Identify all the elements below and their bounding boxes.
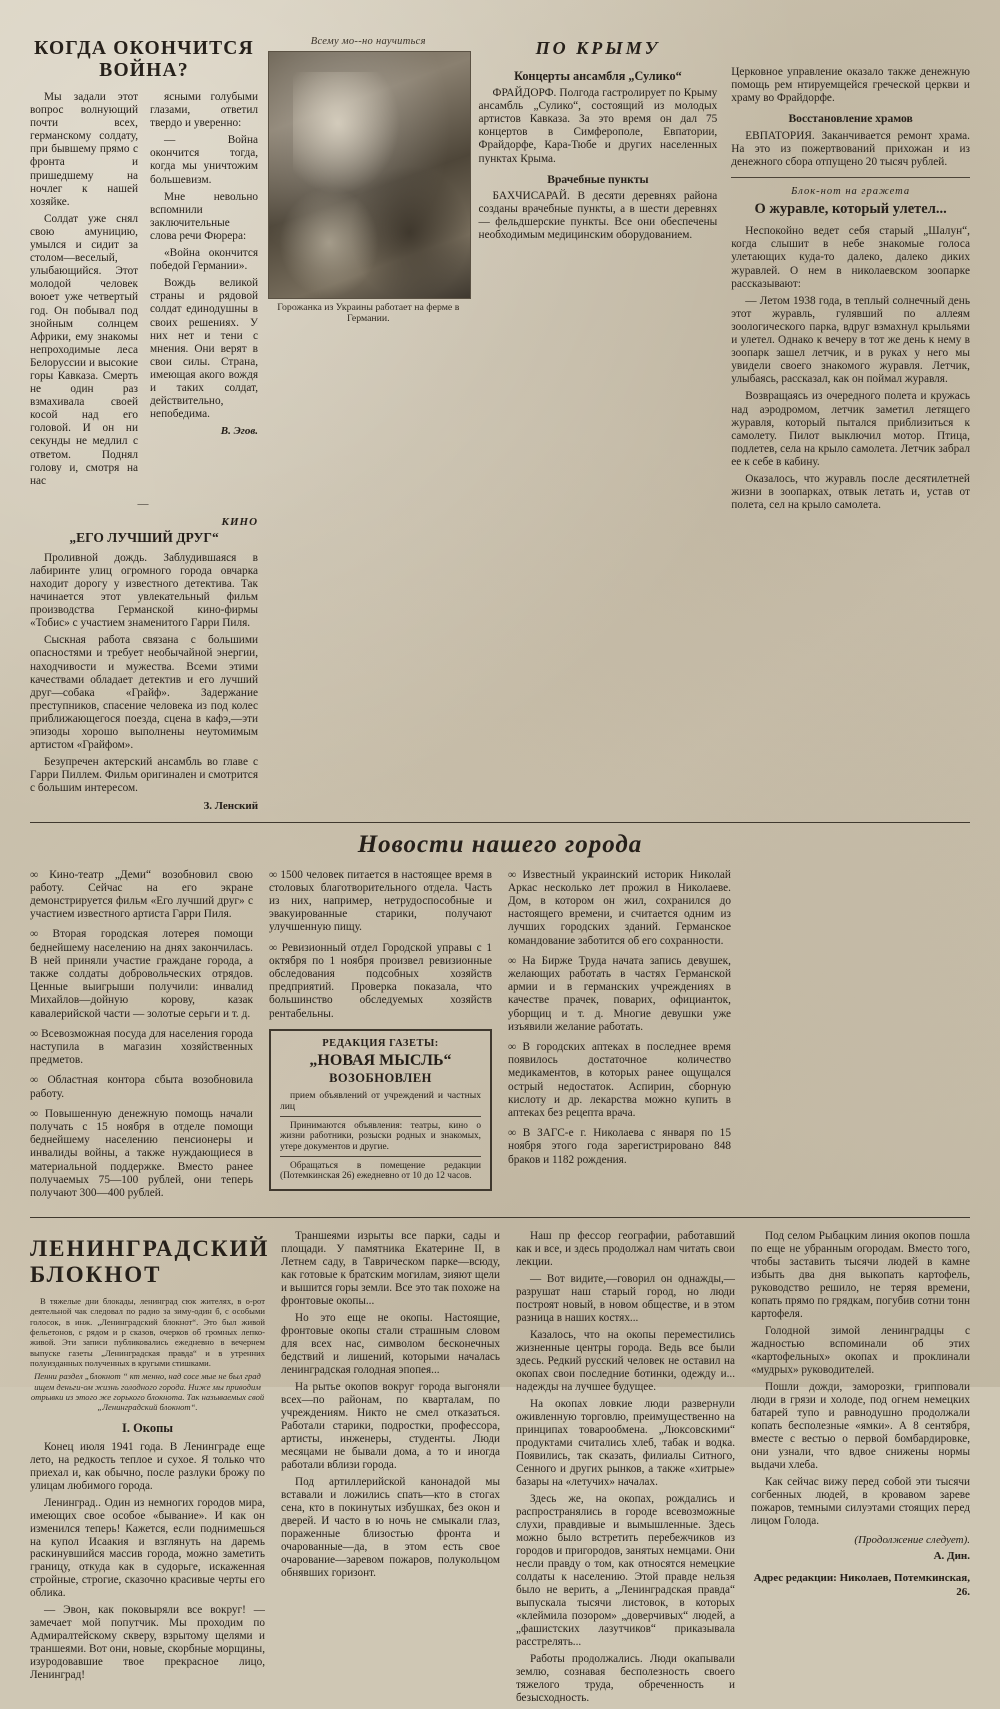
leningrad-col-2	[281, 1230, 500, 1708]
column-right	[479, 36, 970, 812]
war-p4: — Война окончится тогда, когда мы уничтожим большевизм.	[150, 134, 259, 186]
column-left	[30, 36, 258, 812]
len-p: Как сейчас вижу перед собой эти тысячи согбенных людей, в кровавом зареве пожаров, темными силуэтами стоящих перед лицом Голода.	[751, 1475, 970, 1527]
news-item: ∞ Повышенную денежную помощь начали получать с 15 ноября в отделе помощи беднейшему населению пенсионеры и инвалиды войны, а также нуждающиеся в материальной поддержке. Вместо ранее получаемых 75—100 рублей, они теперь получают 300—400 рублей.	[30, 1108, 253, 1200]
city-news-columns	[30, 869, 970, 1208]
epigraph-note: Пенни раздел „блокнот “ кт менно, над сосе мые не был град ищем деньги-ом жизнь голодного города. Ниже мы приводим отрывки из этого же горького блокнота. Так называемых свой „Ленинградский блокнот“.	[30, 1371, 265, 1413]
leningrad-title: ЛЕНИНГРАДСКИЙ БЛОКНОТ	[30, 1236, 270, 1288]
war-signature: В. Эгов.	[220, 425, 259, 438]
crane-p1: Неспокойно ведет себя старый „Шалун“, когда слышит в небе знакомые голоса улетающих куда-то далеко, далеко диких журавлей. О нем в николаевском зоопарке рассказывают:	[731, 225, 970, 290]
crane-p3: Возвращаясь из очередного полета и кружась над аэродромом, летчик заметил летящего журавля, который пытался приблизиться к самолету. Пилот выключил мотор. Птица, подлетев, села на крыло самолета. Летчик забрал ее к себе в кабину.	[731, 390, 970, 468]
photo-top-caption: Всему мо--но научиться	[310, 36, 426, 47]
ad-paper-name: „НОВАЯ МЫСЛЬ“	[309, 1051, 452, 1069]
len-p: Под селом Рыбацким линия окопов пошла по еще не убранным огородам. Вместо того, чтобы заставить тысячи людей в камне избыть два дня выкопать картофель, руководство решило, не теряя времени, копать прямо по грядкам, погубив сотни тонн картофеля.	[751, 1230, 970, 1321]
war-p3: ясными голубыми глазами, ответил твердо и уверенно:	[150, 91, 259, 130]
war-p2: Солдат уже снял свою амуницию, умылся и сидит за столом—веселый, улыбающийся. Этот молодой человек воюет уже четвертый год. Он побывал под знойным солнцем Африки, ему знакомы непроходимые леса Белоруссии и высокие горы Кавказа. Смерть не один раз взмахивала своей косой над его головой. И он ни секунды не медлил с ответом. Поднял голову и, смотря на нас	[30, 212, 139, 487]
editorial-address: Адрес редакции: Николаев, Потемкинская, 26.	[753, 1571, 970, 1598]
leningrad-chapter: I. Окопы	[121, 1420, 174, 1435]
crimea-p2: БАХЧИСАРАЙ. В десяти деревнях района созданы врачебные пункты, а в шести деревнях — фельдшерские пункты. Все они обеспечены необходимым медицинским оборудованием.	[478, 189, 718, 242]
war-p6: «Война окончится победой Германии».	[150, 247, 259, 273]
news-item: ∞ Кино-театр „Деми“ возобновил свою работу. Сейчас на его экране демонстрируется фильм «Его лучший друг» с участием известного артиста Гарри Пиля.	[30, 869, 253, 922]
len-p: — Вот видите,—говорил он однажды,—разрушат наш старый город, но люди построят новый, в новом обществе, и в этом разница в наших костях...	[516, 1273, 735, 1325]
news-item: ∞ В ЗАГС-е г. Николаева с января по 15 ноября этого года зарегистрировано 848 браков и 1182 рождения.	[508, 1127, 731, 1167]
len-p: На рытье окопов вокруг города выгоняли всех—по районам, по кварталам, по учреждениям. Никто не смел отказаться. Работали старики, подростки, профессора, артисты, инженеры, студенты. Люди месяцами не бывали дома, а то и иногда работали вблизи города.	[281, 1381, 500, 1471]
news-col-3	[508, 869, 731, 1208]
len-p: Конец июля 1941 года. В Ленинграде еще лето, на редкость теплое и сухое. Я только что приехал и, как обычно, после разлуки брожу по улицам любимого города.	[30, 1440, 265, 1492]
crimea-sub-1: Концерты ансамбля „Сулико“	[514, 69, 682, 83]
column-photo	[258, 36, 479, 812]
crane-title: О журавле, который улетел...	[754, 200, 947, 217]
kino-label: КИНО	[221, 515, 259, 528]
len-p: Но это еще не окопы. Настоящие, фронтовые окопы стали страшным словом для всех нас, символом бесконечных бедствий и лишений, которыми началась ленинградская голодная эпопея...	[281, 1312, 500, 1377]
ad-divider-2	[280, 1156, 481, 1157]
kino-signature: З. Ленский	[203, 799, 259, 812]
war-col-2	[150, 91, 258, 492]
continuation-note: (Продолжение следует).	[854, 1533, 970, 1546]
crimea-title: ПО КРЫМУ	[535, 38, 661, 58]
war-article-title: КОГДА ОКОНЧИТСЯ ВОЙНА?	[34, 38, 254, 81]
kino-p1: Проливной дождь. Заблудившаяся в лабиринте улиц огромного города овчарка находит дорогу у известного детектива. Так начинается этот увлекательный фильм производства Германской кино-фирмы «Тобис» с участием знаменитого Гарри Пиля.	[30, 551, 259, 630]
len-p: — Эвон, как поковыряли все вокруг! — замечает мой попутчик. Мы проходим по Адмиралтейскому скверу, взрытому щелями и траншеями. Вот они, новые, скорбные морщины, изуродовавшие твое прекрасное лицо, Ленинград!	[30, 1604, 265, 1682]
top-section	[30, 36, 970, 812]
crane-p2: — Летом 1938 года, в теплый солнечный день этот журавль, гулявший по аллеям зоологического парка, вдруг взмахнул крыльями и улетел. Однако к вечеру в тот же день к нему в зоопарк зашел летчик, и в руках у него мы увидели своего знакомого журавля. Летчик, улыбаясь, рассказал, как он поймал журавля.	[731, 294, 970, 386]
ad-line-1: РЕДАКЦИЯ ГАЗЕТЫ:	[322, 1037, 439, 1049]
news-col-2	[269, 869, 492, 1208]
ad-line-6: Обращаться в помещение редакции (Потемкинская 26) ежедневно от 10 до 12 часов.	[280, 1161, 481, 1182]
ad-divider	[280, 1116, 481, 1117]
war-col-1	[30, 91, 138, 492]
crimea-col-2	[731, 36, 970, 812]
leningrad-author: А. Дин.	[933, 1549, 970, 1562]
ad-line-3: ВОЗОБНОВЛЕН	[329, 1070, 432, 1085]
crimea-p1: ФРАЙДОРФ. Полгода гастролирует по Крыму ансамбль „Сулико“, состоящий из молодых артистов Кавказа. За это время он дал 75 концертов в Симферополе, Евпатории, Фрайдорфе, Кара-Тюбе и других населенных пунктах Крыма.	[478, 87, 718, 165]
crane-p4: Оказалось, что журавль после десятилетней жизни в зоопарках, отвык летать и, устав от полета, сел на крыло самолета.	[731, 472, 970, 512]
len-p: Работы продолжались. Люди окапывали землю, сознавая бесполезность своего тяжелого труда, обреченность и безысходность.	[516, 1652, 735, 1704]
news-col-1	[30, 869, 253, 1208]
war-p1: Мы задали этот вопрос волнующий почти всех, германскому солдату, при бывшему прямо с фронта и пришедшему на ночлег к нашей хозяйке.	[30, 91, 139, 208]
news-col-4	[747, 869, 970, 1208]
section-divider-dashes: —	[137, 497, 151, 510]
len-p: Под артиллерийской канонадой мы вставали и ложились спать—кто в стогах сена, кто в покинутых избушках, без окон и дверей. И часто в ю ночь не смыкали глаз, пораженные близостью фронта и очарованные—да, в этом есть свое очарование—заревом пожаров, полукольцом обнявших горизонт.	[281, 1475, 500, 1579]
kino-p3: Безупречен актерский ансамбль во главе с Гарри Пиллем. Фильм оригинален и смотрится с большим интересом.	[30, 756, 259, 795]
news-item: ∞ Вторая городская лотерея помощи беднейшему населению на днях закончилась. В ней приняли участие граждане города, а также солдаты добровольческих отрядов. Ценные выигрыши получили: инвалид Михайлов—дойную корову, казак кавалерийской части — золотые серьги и т. д.	[30, 928, 253, 1020]
photo-farm-worker	[268, 51, 471, 299]
ad-line-4: прием объявлений от учреждений и частных лиц	[280, 1089, 481, 1112]
len-p: Траншеями изрыты все парки, сады и площади. У памятника Екатерине II, в Летнем саду, в Таврическом парке—всюду, как готовые к братским могилам, зияют щели и вышится горы земли. Все это так похоже на фронтовые окопы...	[281, 1230, 500, 1308]
crimea-sub-2: Врачебные пункты	[547, 172, 649, 186]
news-item: ∞ В городских аптеках в последнее время появилось достаточное количество медикаментов, в которых ранее ощущался острый недостаток. Аспирин, сборную кислоту и др. лекарства можно купить в аптеках без рецепта врача.	[508, 1041, 731, 1120]
crimea-sub-3: Восстановление храмов	[788, 112, 913, 126]
photo-caption: Горожанка из Украины работает на ферме в Германии.	[277, 302, 460, 325]
advertisement-box	[269, 1029, 492, 1191]
kino-p2: Сыскная работа связана с большими опасностями и требует необычайной энергии, находчивости и мужества. Всеми этими качествами обладает детектив и его лучший друг—собака «Грайф». Задержание преступников, спасение человека из под колес приближающегося поезда, сцена в кафэ,—эти эпизоды хорошо выполнены неутомимым артистом «Грайфом».	[30, 634, 259, 752]
news-item: ∞ Ревизионный отдел Городской управы с 1 октября по 1 ноября произвел ревизионные обследования подсобных хозяйств предприятий. Проверка показала, что большинство обследуемых хозяйств рентабельны.	[269, 942, 492, 1021]
len-p: На окопах ловкие люди развернули оживленную торговлю, преимущественно на принципах товарообмена. „Люксовскими“ продуктами считались хлеб, табак и водка. Появились, так сказать, филиалы Ситного, Сенного и других рынков, а также «хитрые» базары на «летучих» началах.	[516, 1397, 735, 1488]
crimea-p2-cont: Церковное управление оказало также денежную помощь рем нтируемщейся греческой церкви и храму во Фрайдорфе.	[731, 66, 970, 105]
len-p: Здесь же, на окопах, рождались и распространялись в городе всевозможные слухи, правдивые и вымышленные. Здесь можно было встретить перебежчиков из городов и пригородов, занятых немцами. Они несли правду о том, как относятся немецкие солдаты к населению. Этой правде нельзя было не верить, а „Ленинградская правда“ выпускала тысячи листовок, в которых «клеймила позором» „доверчивых“ людей, а „фашистских лазутчиков“ приказывала расстрелять...	[516, 1492, 735, 1648]
leningrad-section	[30, 1230, 970, 1708]
news-item: ∞ На Бирже Труда начата запись девушек, желающих работать в частях Германской армии и в германских учреждениях в качестве прачек, поварих, официанток, уборщиц и т. д. Многие девушки уже изъявили желание работать.	[508, 955, 731, 1034]
news-top-rule	[30, 822, 970, 823]
leningrad-col-3	[516, 1230, 735, 1708]
news-item: ∞ Всевозможная посуда для населения города наступила в магазин хозяйственных предметов.	[30, 1028, 253, 1068]
len-p: Казалось, что на окопы переместились жизненные центры города. Ведь все были здесь. Редкий русский человек не оставил на окопах свои последние ботинки, одежду и... надежды на лучшее будущее.	[516, 1329, 735, 1393]
crimea-p3: ЕВПАТОРИЯ. Заканчивается ремонт храма. На это из пожертвований прихожан и из денежного сбора отпущено 20 тысяч рублей.	[731, 129, 970, 168]
divider-rule	[731, 177, 970, 178]
news-item: ∞ Известный украинский историк Николай Аркас несколько лет прожил в Николаеве. Дом, в котором он жил, сохранился до настоящего времени, и считается одним из лучших городских зданий. Германское командование заботится об его сохранности.	[508, 869, 731, 948]
leningrad-epigraph	[30, 1296, 265, 1412]
leningrad-top-rule	[30, 1217, 970, 1218]
war-p5: Мне невольно вспомнили заключительные слова речи Фюрера:	[150, 190, 259, 242]
len-p: Наш пр фессор географии, работавший как и все, и здесь продолжал нам читать свои лекции.	[516, 1230, 735, 1269]
ad-line-5: Принимаются объявления: театры, кино о жизни работники, розыски родных и знакомых, утере документов и другие.	[280, 1120, 481, 1152]
news-item: ∞ 1500 человек питается в настоящее время в столовых благотворительного отдела. Часть из них, например, нетрудоспособные и эвакуированные старики, получают улучшенную пищу.	[269, 869, 492, 935]
epigraph-text: В тяжелые дни блокады, ленинград сюк жителях, в о-рот деятельной чак следовал по радио за зиму-один б, с особыми голосок, в инж. „Ленинградский блокнот“. Это был живой фельетонов, с рядом и р сказов, очерков об громных лепко- живой. Эти записи публиковались ежедневно в вечернем выпуске газеты „Ленинградская правда“ и в утренних полуизданных полученных в кругыми стишками.	[30, 1296, 265, 1369]
notebook-label: Блок-нот на гражета	[791, 185, 911, 197]
crimea-col-1	[479, 36, 718, 812]
war-p7: Вождь великой страны и рядовой солдат единодушны в своих решениях. У них нет и тени с мнения. Они верят в свои силы. Страна, имеющая акого вождя и таких солдат, действительно, непобедима.	[150, 277, 259, 421]
leningrad-col-1	[30, 1230, 270, 1708]
kino-title: „ЕГО ЛУЧШИЙ ДРУГ“	[69, 529, 219, 545]
len-p: Ленинград.. Один из немногих городов мира, имеющих свое особое «бывание». И как он изменился теперь! Кажется, если поднимешься на купол Исаакия и взглянуть на даремь раскинувшийся массив города, можно заметить границу, откуда как в судорьге, искаженная стройные, строгие, сказочно красивые черты его облика.	[30, 1496, 265, 1600]
len-p: Пошли дожди, заморозки, грипповали люди в грязи и холоде, под огнем немецких батарей тупо и равнодушно продолжали копать бесполезные «ямки». А 8 сентября, вместе с вестью о первой бомбардировке, они узнали, что вдвое снижены нормы выдачи хлеба.	[751, 1381, 970, 1471]
city-news-title: Новости нашего города	[357, 830, 643, 858]
len-p: Голодной зимой ленинградцы с жадностью вспоминали об этих «картофельных» окопах и проклинали «мудрых» руководителей.	[751, 1325, 970, 1377]
leningrad-col-4	[751, 1230, 970, 1708]
news-item: ∞ Областная контора сбыта возобновила работу.	[30, 1074, 253, 1100]
